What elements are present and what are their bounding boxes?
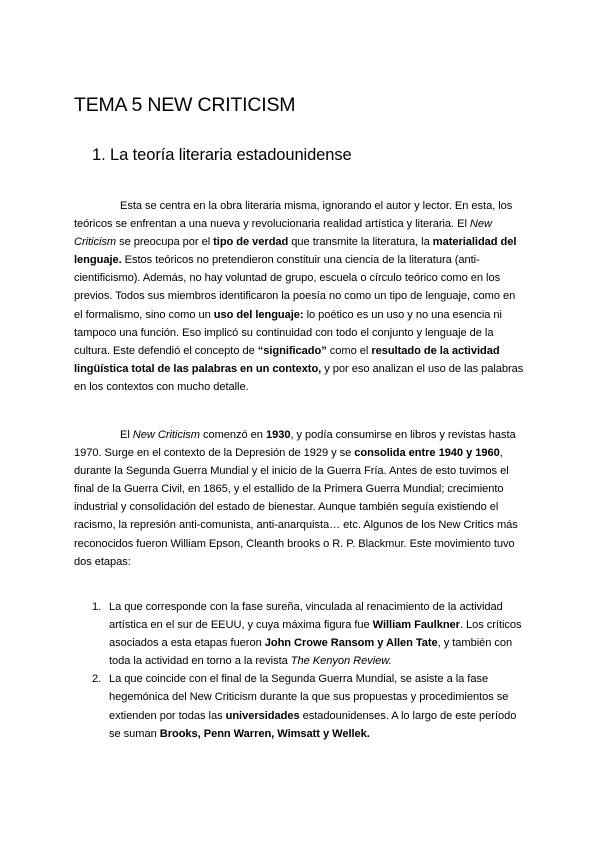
text-run: estadounidenses. A lo largo de este período se suman [109, 709, 517, 740]
bold-run: consolida entre 1940 y 1960 [354, 447, 500, 460]
stages-list [92, 598, 528, 743]
bold-run: Brooks, Penn Warren, Wimsatt y Wellek. [159, 727, 370, 740]
bold-run: tipo de verdad [213, 236, 289, 249]
text-run: se preocupa por el [116, 236, 214, 249]
bold-run: resultado de la actividad lingüística total de las palabras en un contexto, [74, 344, 500, 375]
list-number: 1. [92, 601, 102, 613]
text-run: , y podía consumirse en libros y revistas hasta 1970. Surge en el contexto de la Depresión de 1929 y se [74, 429, 516, 460]
italic-run: New Criticism [74, 218, 492, 249]
text-run: que transmite la literatura, la [288, 236, 433, 249]
text-run: , durante la Segunda Guerra Mundial y el inicio de la Guerra Fría. Antes de esto tuvimos el final de la Guerra Civil, en 1865, y el estallido de la Primera Guerra Mundial; crecimiento industrial y consolidación del estado de bienestar. Aunque también seguía existiendo el racismo, la represión anti-comunista, anti-anarquista… etc. Algunos de los New Critics más reconocidos fueron William Epson, Cleanth brooks o R. P. Blackmur. Este movimiento tuvo dos etapas: [74, 447, 518, 568]
italic-run: New Criticism [132, 429, 200, 441]
paragraph-intro [74, 197, 526, 396]
list-item [92, 670, 528, 742]
list-item [92, 598, 528, 670]
text-run: El [120, 429, 133, 441]
text-run: Esta se centra en la obra literaria misma, ignorando el autor y lector. En esta, los teóricos se enfrentan a una nueva y revolucionaria realidad artística y literaria. El [74, 200, 513, 231]
bold-run: universidades [225, 709, 300, 722]
text-run: La que corresponde con la fase sureña, vinculada al renacimiento de la actividad artística en el sur de EEUU, y cuya máxima figura fue [109, 601, 503, 632]
bold-run: William Faulkner [372, 619, 460, 632]
italic-run: The Kenyon Review. [290, 655, 392, 668]
bold-run: “significado” [257, 344, 327, 357]
text-run: lo poético es un uso y no una esencia ni tampoco una función. Eso implicó su continuidad con todo el conjunto y lenguaje de la cultura. Este defendió el concepto de [74, 308, 502, 357]
section-heading: 1. La teoría literaria estadounidense [92, 146, 352, 164]
paragraph-history [74, 426, 526, 571]
text-run: La que coincide con el final de la Segunda Guerra Mundial, se asiste a la fase hegemónica del New Criticism durante la que sus propuestas y procedimientos se extienden por todas las [109, 673, 509, 722]
text-run: y por eso analizan el uso de las palabras en los contextos con mucho detalle. [74, 362, 524, 393]
text-run: Estos teóricos no pretendieron constituir una ciencia de la literatura (anti-cientificismo). Además, no hay voluntad de grupo, escuela o círculo teórico como en los previos. Todos sus miembros identificaron la poesía no como un tipo de lenguaje, como en el formalismo, sino como un [74, 254, 516, 321]
text-run: como el [326, 344, 372, 357]
bold-run: John Crowe Ransom y Allen Tate [264, 637, 438, 650]
bold-run: uso del lenguaje: [213, 308, 304, 321]
bold-run: materialidad del lenguaje. [74, 236, 517, 267]
text-run: , y también con toda la actividad en torno a la revista [109, 637, 513, 668]
text-run: . Los críticos asociados a esta etapas fueron [109, 619, 522, 650]
list-number: 2. [92, 673, 102, 686]
document-title: TEMA 5 NEW CRITICISM [74, 94, 296, 116]
bold-run: 1930 [265, 429, 291, 441]
text-run: comenzó en [199, 429, 266, 441]
